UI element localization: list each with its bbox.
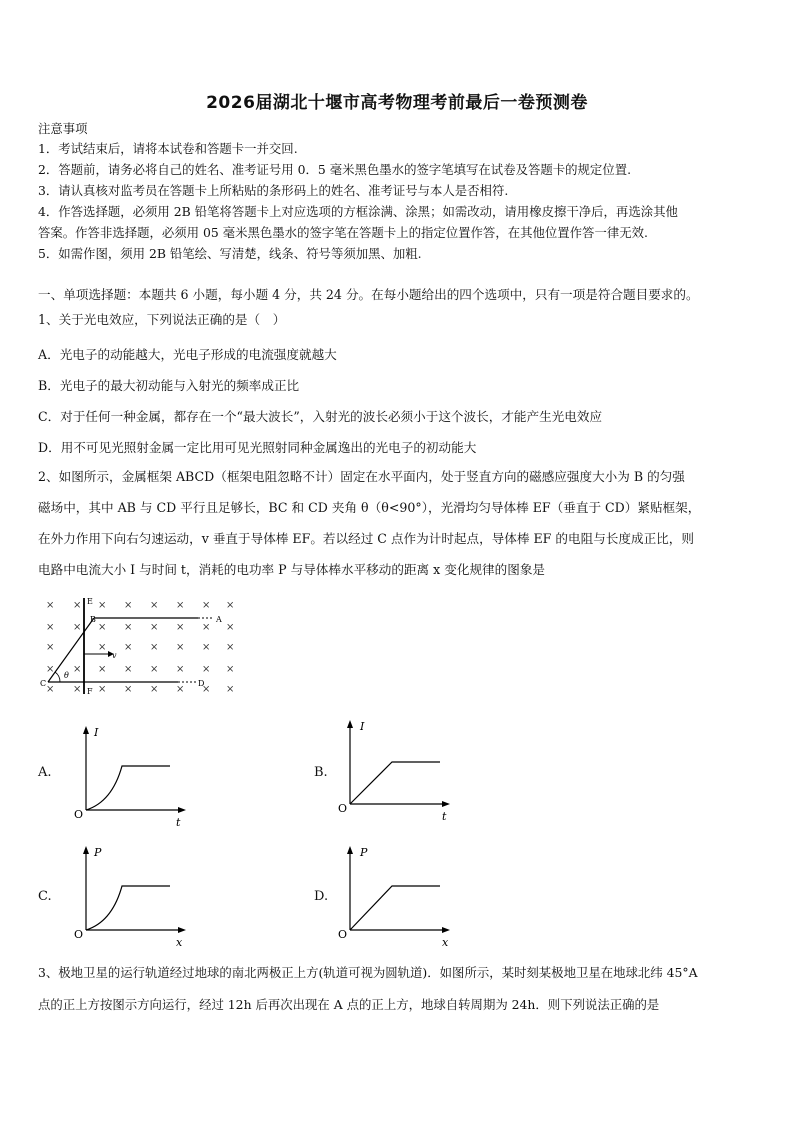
field-cross: × [73, 684, 82, 695]
page-title: 2026届湖北十堰市高考物理考前最后一卷预测卷 [206, 93, 588, 113]
q2-choice-a-letter: A. [38, 765, 52, 780]
q2-line-1: 2、如图所示，金属框架 ABCD（框架电阻忽略不计）固定在水平面内，处于竖直方向的磁感应强度大小为 B 的匀强 [38, 469, 685, 484]
field-cross: × [226, 622, 235, 633]
field-cross: × [73, 622, 82, 633]
field-cross: × [202, 684, 211, 695]
q2-choice-c-graph [70, 842, 195, 950]
choice-b-xaxis: t [442, 810, 447, 823]
choice-c-yaxis: P [94, 846, 102, 859]
choice-a-yaxis: I [94, 726, 99, 739]
field-cross: × [124, 642, 133, 653]
section-heading: 一、单项选择题：本题共 6 小题，每小题 4 分，共 24 分。在每小题给出的四个选项中，只有一项是符合题目要求的。 [38, 287, 699, 302]
field-cross: × [226, 664, 235, 675]
notice-item-3: 3．请认真核对监考员在答题卡上所粘贴的条形码上的姓名、准考证号与本人是否相符. [38, 183, 509, 198]
label-v: v [112, 651, 117, 660]
field-cross: × [98, 622, 107, 633]
choice-b-yaxis: I [360, 720, 365, 733]
label-e: E [87, 597, 93, 606]
field-cross: × [150, 642, 159, 653]
q1-option-b: B．光电子的最大初动能与入射光的频率成正比 [38, 378, 300, 393]
notice-item-2: 2．答题前，请务必将自己的姓名、准考证号用 0．5 毫米黑色墨水的签字笔填写在试卷及答题卡的规定位置. [38, 162, 632, 177]
choice-d-xaxis: x [442, 936, 449, 949]
field-cross: × [124, 684, 133, 695]
choice-c-xaxis: x [176, 936, 183, 949]
notice-item-4-cont: 答案。作答非选择题，必须用 05 毫米黑色墨水的签字笔在答题卡上的指定位置作答，在其他位置作答一律无效. [38, 225, 648, 240]
q2-choice-b-graph [334, 716, 459, 824]
field-cross: × [176, 622, 185, 633]
notice-item-1: 1．考试结束后，请将本试卷和答题卡一并交回. [38, 141, 298, 156]
label-theta: θ [64, 671, 69, 680]
label-a: A [216, 615, 222, 624]
field-cross: × [202, 622, 211, 633]
choice-d-origin: O [338, 928, 348, 941]
field-cross: × [226, 600, 235, 611]
q2-line-2: 磁场中，其中 AB 与 CD 平行且足够长，BC 和 CD 夹角 θ（θ<90°），光滑均匀导体棒 EF（垂直于 CD）紧贴框架， [38, 500, 701, 515]
q3-line-2: 点的正上方按图示方向运行，经过 12h 后再次出现在 A 点的正上方，地球自转周期为 24h．则下列说法正确的是 [38, 997, 660, 1012]
q2-choice-b-letter: B. [314, 765, 328, 780]
field-cross: × [98, 664, 107, 675]
notice-heading: 注意事项 [38, 121, 88, 136]
field-cross: × [150, 622, 159, 633]
q2-choice-d-graph [334, 842, 459, 950]
field-cross: × [98, 684, 107, 695]
q2-line-4: 电路中电流大小 I 与时间 t，消耗的电功率 P 与导体棒水平移动的距离 x 变化规律的图象是 [38, 562, 546, 577]
field-cross: × [202, 600, 211, 611]
field-cross: × [150, 600, 159, 611]
field-cross: × [46, 622, 55, 633]
field-cross: × [73, 600, 82, 611]
q1-stem: 1、关于光电效应，下列说法正确的是（ ） [38, 312, 286, 327]
field-cross: × [202, 664, 211, 675]
choice-c-origin: O [74, 928, 84, 941]
label-f: F [87, 687, 93, 696]
choice-b-origin: O [338, 802, 348, 815]
field-cross: × [176, 664, 185, 675]
choice-d-yaxis: P [360, 846, 368, 859]
q3-line-1: 3、极地卫星的运行轨道经过地球的南北两极正上方(轨道可视为圆轨道)．如图所示，某时刻某极地卫星在地球北纬 45°A [38, 965, 698, 980]
field-cross: × [226, 684, 235, 695]
q2-choice-c-letter: C. [38, 889, 52, 904]
field-cross: × [176, 642, 185, 653]
field-cross: × [176, 600, 185, 611]
label-c: C [40, 679, 47, 688]
field-cross: × [98, 600, 107, 611]
q2-choice-a-graph [70, 722, 195, 830]
field-cross: × [124, 600, 133, 611]
field-cross: × [46, 642, 55, 653]
q1-option-a: A．光电子的动能越大，光电子形成的电流强度就越大 [38, 347, 337, 362]
field-cross: × [124, 664, 133, 675]
field-cross: × [46, 684, 55, 695]
field-cross: × [226, 642, 235, 653]
field-cross: × [46, 600, 55, 611]
q1-option-d: D．用不可见光照射金属一定比用可见光照射同种金属逸出的光电子的初动能大 [38, 440, 477, 455]
field-cross: × [124, 622, 133, 633]
notice-item-5: 5．如需作图，须用 2B 铅笔绘、写清楚，线条、符号等须加黑、加粗. [38, 246, 422, 261]
field-cross: × [46, 664, 55, 675]
q2-choice-d-letter: D. [314, 889, 329, 904]
field-cross: × [98, 642, 107, 653]
notice-item-4: 4．作答选择题，必须用 2B 铅笔将答题卡上对应选项的方框涂满、涂黑；如需改动，请用橡皮擦干净后，再选涂其他 [38, 204, 678, 219]
field-cross: × [150, 664, 159, 675]
field-cross: × [150, 684, 159, 695]
field-cross: × [202, 642, 211, 653]
choice-a-origin: O [74, 808, 84, 821]
field-cross: × [73, 664, 82, 675]
choice-a-xaxis: t [176, 816, 181, 829]
q2-line-3: 在外力作用下向右匀速运动，v 垂直于导体棒 EF。若以经过 C 点作为计时起点，导体棒 EF 的电阻与长度成正比，则 [38, 531, 694, 546]
q2-circuit-figure [38, 594, 238, 698]
field-cross: × [176, 684, 185, 695]
q1-option-c: C．对于任何一种金属，都存在一个“最大波长”，入射光的波长必须小于这个波长，才能产生光电效应 [38, 409, 603, 424]
label-d: D [198, 679, 205, 688]
label-b: B [90, 615, 96, 624]
